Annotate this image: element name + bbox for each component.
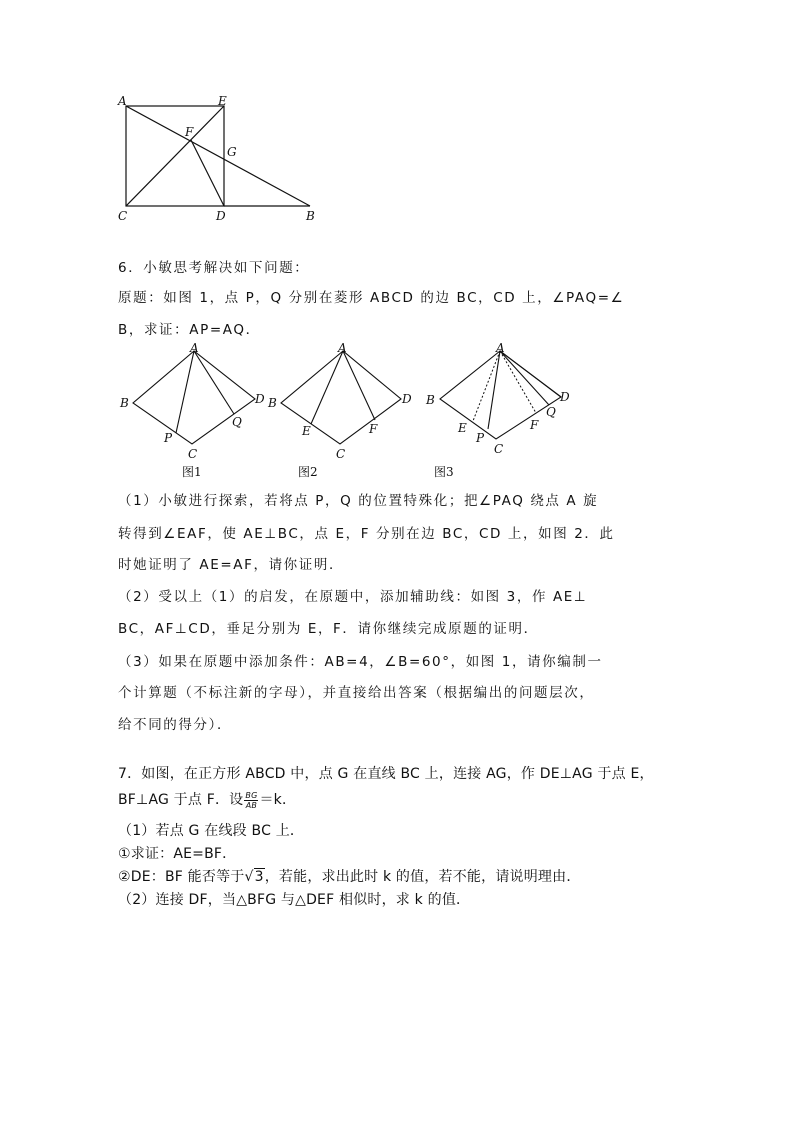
fig3-label-f: F <box>530 418 539 432</box>
figure-square-diagram <box>112 90 327 230</box>
problem6-part3-line2: 个计算题（不标注新的字母），并直接给出答案（根据编出的问题层次， <box>118 685 595 701</box>
fig1-label-q: Q <box>232 415 242 429</box>
fig3-label-d: D <box>560 390 570 404</box>
label-e: E <box>218 94 227 108</box>
fig1-label-d: D <box>255 392 265 406</box>
problem7-sub2-start: ②DE：BF 能否等于 <box>118 869 245 885</box>
problem6-title: 6．小敏思考解决如下问题： <box>118 260 310 276</box>
fig1-label-c: C <box>188 447 198 461</box>
problem6-part1-line2: 转得到∠EAF，使 AE⊥BC，点 E，F 分别在边 BC，CD 上，如图 2．此 <box>118 526 615 542</box>
fig2-label-e: E <box>302 424 311 438</box>
label-d: D <box>216 209 226 223</box>
label-b: B <box>306 209 315 223</box>
problem7-line2-start: BF⊥AG 于点 F．设 <box>118 792 244 808</box>
label-f: F <box>185 125 194 139</box>
problem7-sub2 <box>118 866 581 886</box>
problem6-part2-line1: （2）受以上（1）的启发，在原题中，添加辅助线：如图 3，作 AE⊥ <box>118 589 588 605</box>
fig2-label-d: D <box>402 392 412 406</box>
fig3-label-q: Q <box>546 405 556 419</box>
problem6-part3-line3: 给不同的得分）． <box>118 717 233 733</box>
problem7-line1: 7．如图，在正方形 ABCD 中，点 G 在直线 BC 上，连接 AG，作 DE⊥AG 于点 E， <box>118 766 654 782</box>
fig3-label-p: P <box>476 431 485 445</box>
figure-rhombus-2 <box>258 340 418 480</box>
fig2-label-a: A <box>338 341 347 355</box>
problem6-original-line2: B，求证：AP=AQ． <box>118 322 261 338</box>
sqrt-three <box>244 869 264 885</box>
sqrt-radicand: 3 <box>254 869 264 885</box>
fig2-caption: 图2 <box>298 465 318 479</box>
label-g: G <box>227 145 237 159</box>
problem7-sub1: ①求证：AE=BF． <box>118 846 237 862</box>
fraction-bg-over-ab <box>244 791 258 810</box>
sqrt-symbol: √ <box>244 869 254 885</box>
fig3-caption: 图3 <box>434 465 454 479</box>
label-a: A <box>118 94 127 108</box>
fig3-label-c: C <box>494 442 504 456</box>
problem6-part1-line1: （1）小敏进行探索，若将点 P，Q 的位置特殊化；把∠PAQ 绕点 A 旋 <box>118 493 599 509</box>
fig2-label-f: F <box>369 422 378 436</box>
label-c: C <box>118 209 128 223</box>
problem7-sub2-end: ，若能，求出此时 k 的值，若不能，请说明理由． <box>264 869 581 885</box>
problem6-part1-line3: 时她证明了 AE=AF，请你证明． <box>118 557 345 573</box>
fraction-denominator: AB <box>245 800 258 810</box>
problem7-line2 <box>118 789 296 810</box>
problem6-part3-line1: （3）如果在原题中添加条件：AB=4，∠B=60°，如图 1，请你编制一 <box>118 654 603 670</box>
fraction-numerator: BG <box>245 790 258 800</box>
line-ab <box>126 106 310 206</box>
figure-rhombus-3 <box>418 340 588 480</box>
problem6-part2-line2: BC，AF⊥CD，垂足分别为 E，F．请你继续完成原题的证明． <box>118 621 539 637</box>
fig3-label-b: B <box>426 393 435 407</box>
fig1-label-a: A <box>190 341 199 355</box>
problem7-line2-end: ＝k． <box>259 792 297 808</box>
problem7-part1: （1）若点 G 在线段 BC 上． <box>118 823 305 839</box>
fig2-label-b: B <box>268 396 277 410</box>
fig3-label-e: E <box>458 421 467 435</box>
line-ce <box>126 106 224 206</box>
problem7-part2: （2）连接 DF，当△BFG 与△DEF 相似时，求 k 的值． <box>118 892 471 908</box>
fig3-label-a: A <box>496 341 505 355</box>
fig1-caption: 图1 <box>182 465 202 479</box>
fig2-label-c: C <box>336 447 346 461</box>
figure-rhombus-1 <box>112 340 272 480</box>
fig1-label-b: B <box>120 396 129 410</box>
fig1-label-p: P <box>164 431 173 445</box>
problem6-original-line1: 原题：如图 1，点 P，Q 分别在菱形 ABCD 的边 BC，CD 上，∠PAQ=∠ <box>118 290 625 306</box>
